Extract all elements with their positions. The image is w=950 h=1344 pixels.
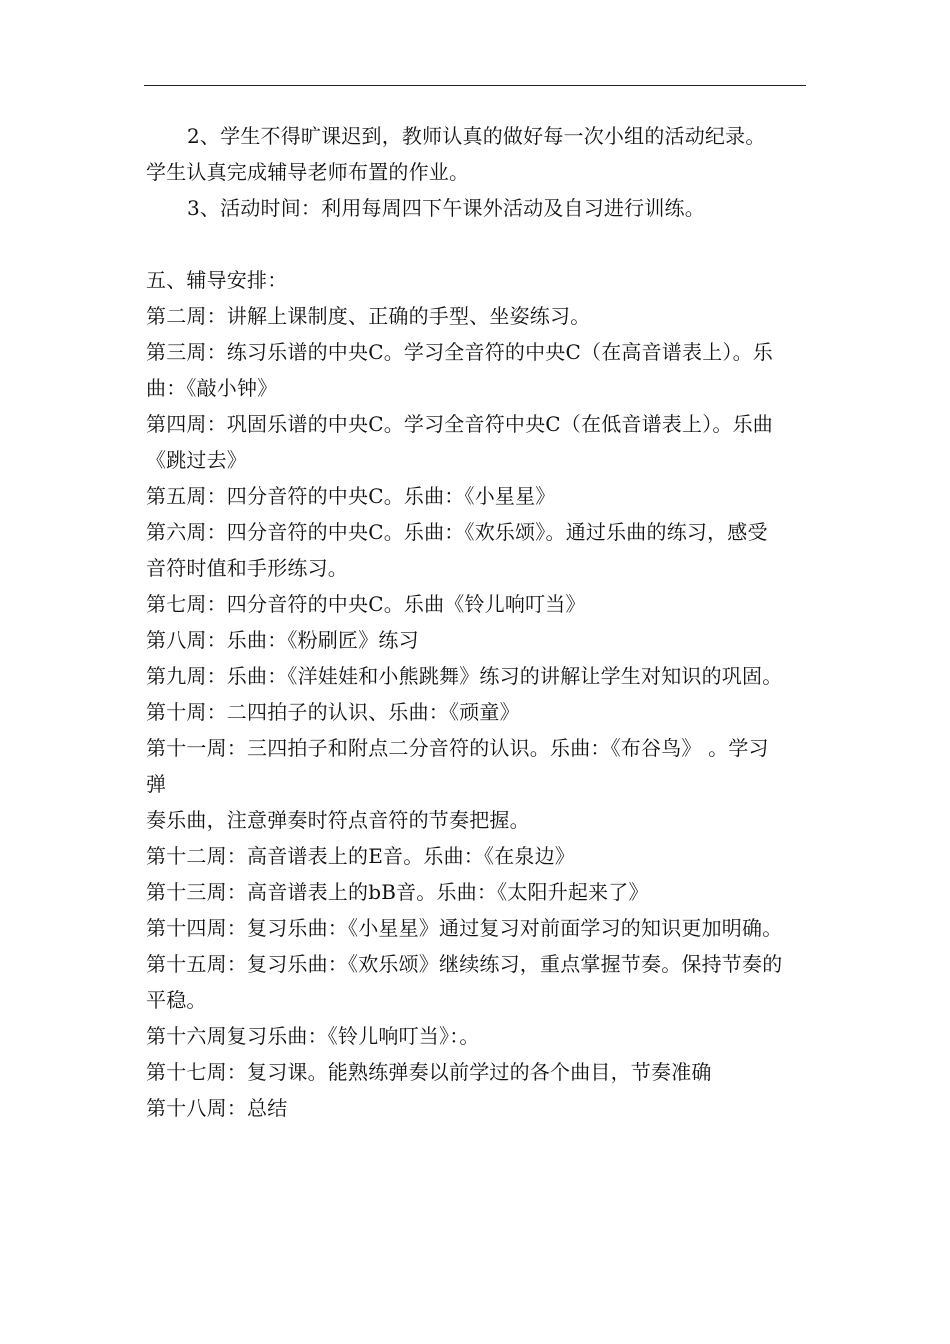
schedule-line: 第八周：乐曲：《粉刷匠》练习 [146,628,419,652]
document-body [146,118,811,1126]
section-heading: 五、辅导安排： [146,268,288,292]
schedule-line: 第十六周复习乐曲：《铃儿响叮当》：。 [146,1024,480,1048]
rule-2 [146,118,811,190]
schedule-line: 《跳过去》 [146,448,247,472]
schedule-line: 弹 [146,772,167,796]
rule-3: 3、活动时间：利用每周四下午课外活动及自习进行训练。 [187,196,705,220]
schedule-line: 第七周：四分音符的中央C。乐曲《铃儿响叮当》 [146,592,586,616]
section-spacer [146,226,811,262]
schedule-line: 曲：《敲小钟》 [146,376,278,400]
schedule-line: 第十周：二四拍子的认识、乐曲：《顽童》 [146,700,520,724]
schedule-line: 平稳。 [146,988,207,1012]
rule-2-line-1: 2、学生不得旷课迟到，教师认真的做好每一次小组的活动纪录。 [187,124,766,148]
header-rule [144,85,806,86]
schedule-line: 第十一周：三四拍子和附点二分音符的认识。乐曲：《布谷鸟》 。学习 [146,736,769,760]
schedule-line: 第五周：四分音符的中央C。乐曲：《小星星》 [146,484,556,508]
schedule-list [146,298,811,1126]
schedule-line: 第十八周：总结 [146,1096,288,1120]
schedule-line: 第十四周：复习乐曲：《小星星》通过复习对前面学习的知识更加明确。 [146,916,783,940]
schedule-line: 第二周：讲解上课制度、正确的手型、坐姿练习。 [146,304,591,328]
schedule-line: 第九周：乐曲：《洋娃娃和小熊跳舞》练习的讲解让学生对知识的巩固。 [146,664,783,688]
schedule-line: 音符时值和手形练习。 [146,556,348,580]
schedule-line: 第六周：四分音符的中央C。乐曲：《欢乐颂》。通过乐曲的练习，感受 [146,520,768,544]
schedule-line: 第四周：巩固乐谱的中央C。学习全音符中央C（在低音谱表上）。乐曲 [146,412,774,436]
schedule-line: 第十二周：高音谱表上的E音。乐曲：《在泉边》 [146,844,575,868]
rule-2-line-2: 学生认真完成辅导老师布置的作业。 [146,160,470,184]
schedule-line: 第十五周：复习乐曲：《欢乐颂》继续练习，重点掌握节奏。保持节奏的 [146,952,783,976]
schedule-line: 奏乐曲，注意弹奏时符点音符的节奏把握。 [146,808,530,832]
schedule-line: 第三周：练习乐谱的中央C。学习全音符的中央C（在高音谱表上）。乐 [146,340,774,364]
schedule-line: 第十三周：高音谱表上的bB音。乐曲：《太阳升起来了》 [146,880,649,904]
schedule-line: 第十七周：复习课。能熟练弹奏以前学过的各个曲目，节奏准确 [146,1060,712,1084]
